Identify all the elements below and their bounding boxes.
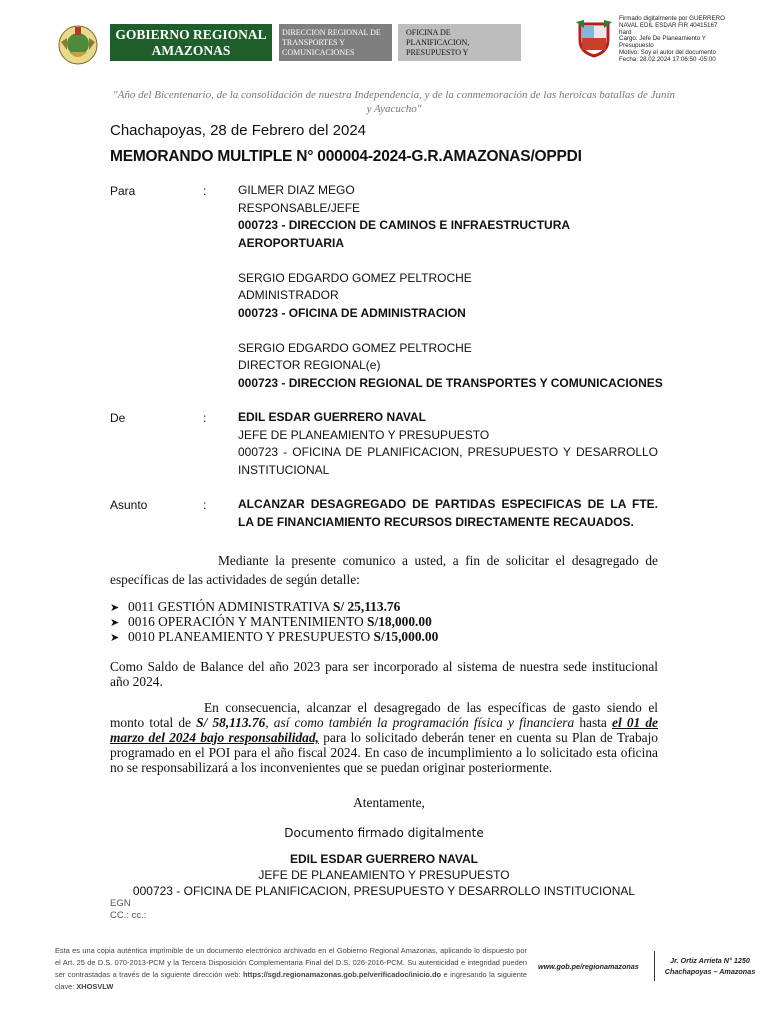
verification-key: XHOSVLW [76,982,114,991]
arrow-bullet-icon: ➤ [110,617,120,629]
signature-line: Fecha: 28.02.2024 17:06:50 -05:00 [619,55,716,63]
arrow-bullet-icon: ➤ [110,632,120,644]
office-box: OFICINA DE PLANIFICACION, PRESUPUESTO Y [398,24,521,61]
org-name-line1: GOBIERNO REGIONAL [115,27,267,42]
list-item [110,629,438,644]
activity-list [110,599,438,644]
initials: EGN [110,898,131,909]
sender-role: JEFE DE PLANEAMIENTO Y PRESUPUESTO [238,427,490,442]
peru-shield-icon [576,18,612,58]
activity-text: 0016 OPERACIÓN Y MANTENIMIENTO [128,614,368,629]
deadline-text: el 01 de marzo del 2024 bajo responsabilidad, [110,715,658,745]
balance-paragraph: Como Saldo de Balance del año 2023 para ser incorporado al sistema de nuestra sede institucional año 2024. [110,659,658,689]
asunto-label: Asunto [110,498,148,512]
recipients [238,182,663,392]
website-link[interactable]: www.gob.pe/regionamazonas [538,962,639,971]
footer-text: e ingresando la siguiente clave: [55,970,527,991]
memo-title: MEMORANDO MULTIPLE N° 000004-2024-G.R.AMAZONAS/OPPDI [110,148,582,165]
para-label: Para [110,184,136,198]
direction-box: DIRECCION REGIONAL DE TRANSPORTES Y COMUNICACIONES [279,24,392,61]
activity-text: 0011 GESTIÓN ADMINISTRATIVA [128,599,333,614]
signer-role: JEFE DE PLANEAMIENTO Y PRESUPUESTO [258,868,510,882]
closing: Atentamente, [353,795,425,810]
recipient-office: 000723 - OFICINA DE ADMINISTRACION [238,305,466,320]
digital-signature-note: Documento firmado digitalmente [284,826,484,840]
activity-amount: S/18,000.00 [367,614,432,629]
subject-text: ALCANZAR DESAGREGADO DE PARTIDAS ESPECIFICAS DE LA FTE. LA DE FINANCIAMIENTO RECURSOS DIRECTAMENTE RECAUADOS. [238,497,658,529]
signature-line: Cargo: Jefe De Planeamiento Y [619,35,706,43]
recipient-office: 000723 - DIRECCION DE CAMINOS E INFRAESTRUCTURA AEROPORTUARIA [238,218,570,250]
signature-line: Presupuesto [619,42,654,50]
signature-line: hard [619,28,632,36]
footer-text: Esta es una copia auténtica imprimible de un documento electrónico archivado en el Gobierno Regional Amazonas, aplicando lo dispuesto por el Art. 25 de D.S. 070-2013-PCM y la Tercera Disposición Complementaria Final del D.S. 026-2016-PCM. Su autenticidad e integridad pueden ser contrastadas a través de la siguiente dirección web: [55,946,527,979]
address-line: Jr. Ortiz Arrieta N° 1250 [670,956,750,965]
place-date: Chachapoyas, 28 de Febrero del 2024 [110,122,367,139]
signature-line: Motivo: Soy el autor del documento [619,48,716,56]
instruction-text: En consecuencia, alcanzar el desagregado de las específicas de gasto siendo el monto total de [110,700,658,730]
arrow-bullet-icon: ➤ [110,602,120,614]
signer-office: 000723 - OFICINA DE PLANIFICACION, PRESUPUESTO Y DESARROLLO INSTITUCIONAL [132,884,636,898]
activity-text: 0010 PLANEAMIENTO Y PRESUPUESTO [128,629,374,644]
digital-signature-block [619,16,749,64]
year-motto: "Año del Bicentenario, de la consolidación de nuestra Independencia, y de la conmemoración de las heroicas batallas de Junín y Ayacucho" [112,89,676,115]
sender-office: 000723 - OFICINA DE PLANIFICACION, PRESUPUESTO Y DESARROLLO INSTITUCIONAL [238,445,658,477]
authenticity-footer [55,945,527,993]
instruction-text: para lo solicitado deberán tener en cuenta su Plan de Trabajo programado en el POI para el año fiscal 2024. En caso de incumplimiento a lo solicitado esta oficina no se responsabilizará a los inconvenientes que se puedan originar posteriormente. [110,730,658,775]
recipient-office: 000723 - DIRECCION REGIONAL DE TRANSPORTES Y COMUNICACIONES [238,375,663,390]
org-name-box [110,24,272,61]
recipient-name: SERGIO EDGARDO GOMEZ PELTROCHE [238,270,472,285]
para-colon: : [203,184,207,198]
intro-paragraph: Mediante la presente comunico a usted, a fin de solicitar el desagregado de específicas de las actividades de según detalle: [110,553,658,587]
asunto-colon: : [203,498,207,512]
instruction-text: hasta [574,715,612,730]
recipient-role: DIRECTOR REGIONAL(e) [238,358,381,372]
signature-line: Firmado digitalmente por GUERRERO [619,15,725,22]
recipient-name: GILMER DIAZ MEGO [238,183,355,197]
sender-name: EDIL ESDAR GUERRERO NAVAL [238,410,427,424]
signer-name: EDIL ESDAR GUERRERO NAVAL [289,852,478,866]
recipient-role: ADMINISTRADOR [238,288,339,302]
recipient-name: SERGIO EDGARDO GOMEZ PELTROCHE [238,340,472,355]
de-colon: : [203,411,207,425]
footer-divider [654,951,655,981]
total-amount: S/ 58,113.76 [196,715,266,730]
address [660,955,760,977]
org-name-line2: AMAZONAS [151,43,231,58]
sender [238,409,658,479]
address-line: Chachapoyas – Amazonas [664,967,756,976]
cc-line: CC.: cc.: [110,910,147,921]
instruction-paragraph [110,700,658,775]
list-item [110,599,438,614]
de-label: De [110,411,126,425]
regional-logo-icon [57,22,99,66]
recipient-role: RESPONSABLE/JEFE [238,200,361,215]
instruction-italic: , así como también la programación física y financiera [265,715,575,730]
verification-link[interactable]: https://sgd.regionamazonas.gob.pe/verificadoc/inicio.do [243,970,441,979]
activity-amount: S/15,000.00 [373,629,439,644]
signature-line: NAVAL EDIL ESDAR FIR 40415167 [619,21,718,29]
activity-amount: S/ 25,113.76 [332,599,401,614]
list-item [110,614,438,629]
